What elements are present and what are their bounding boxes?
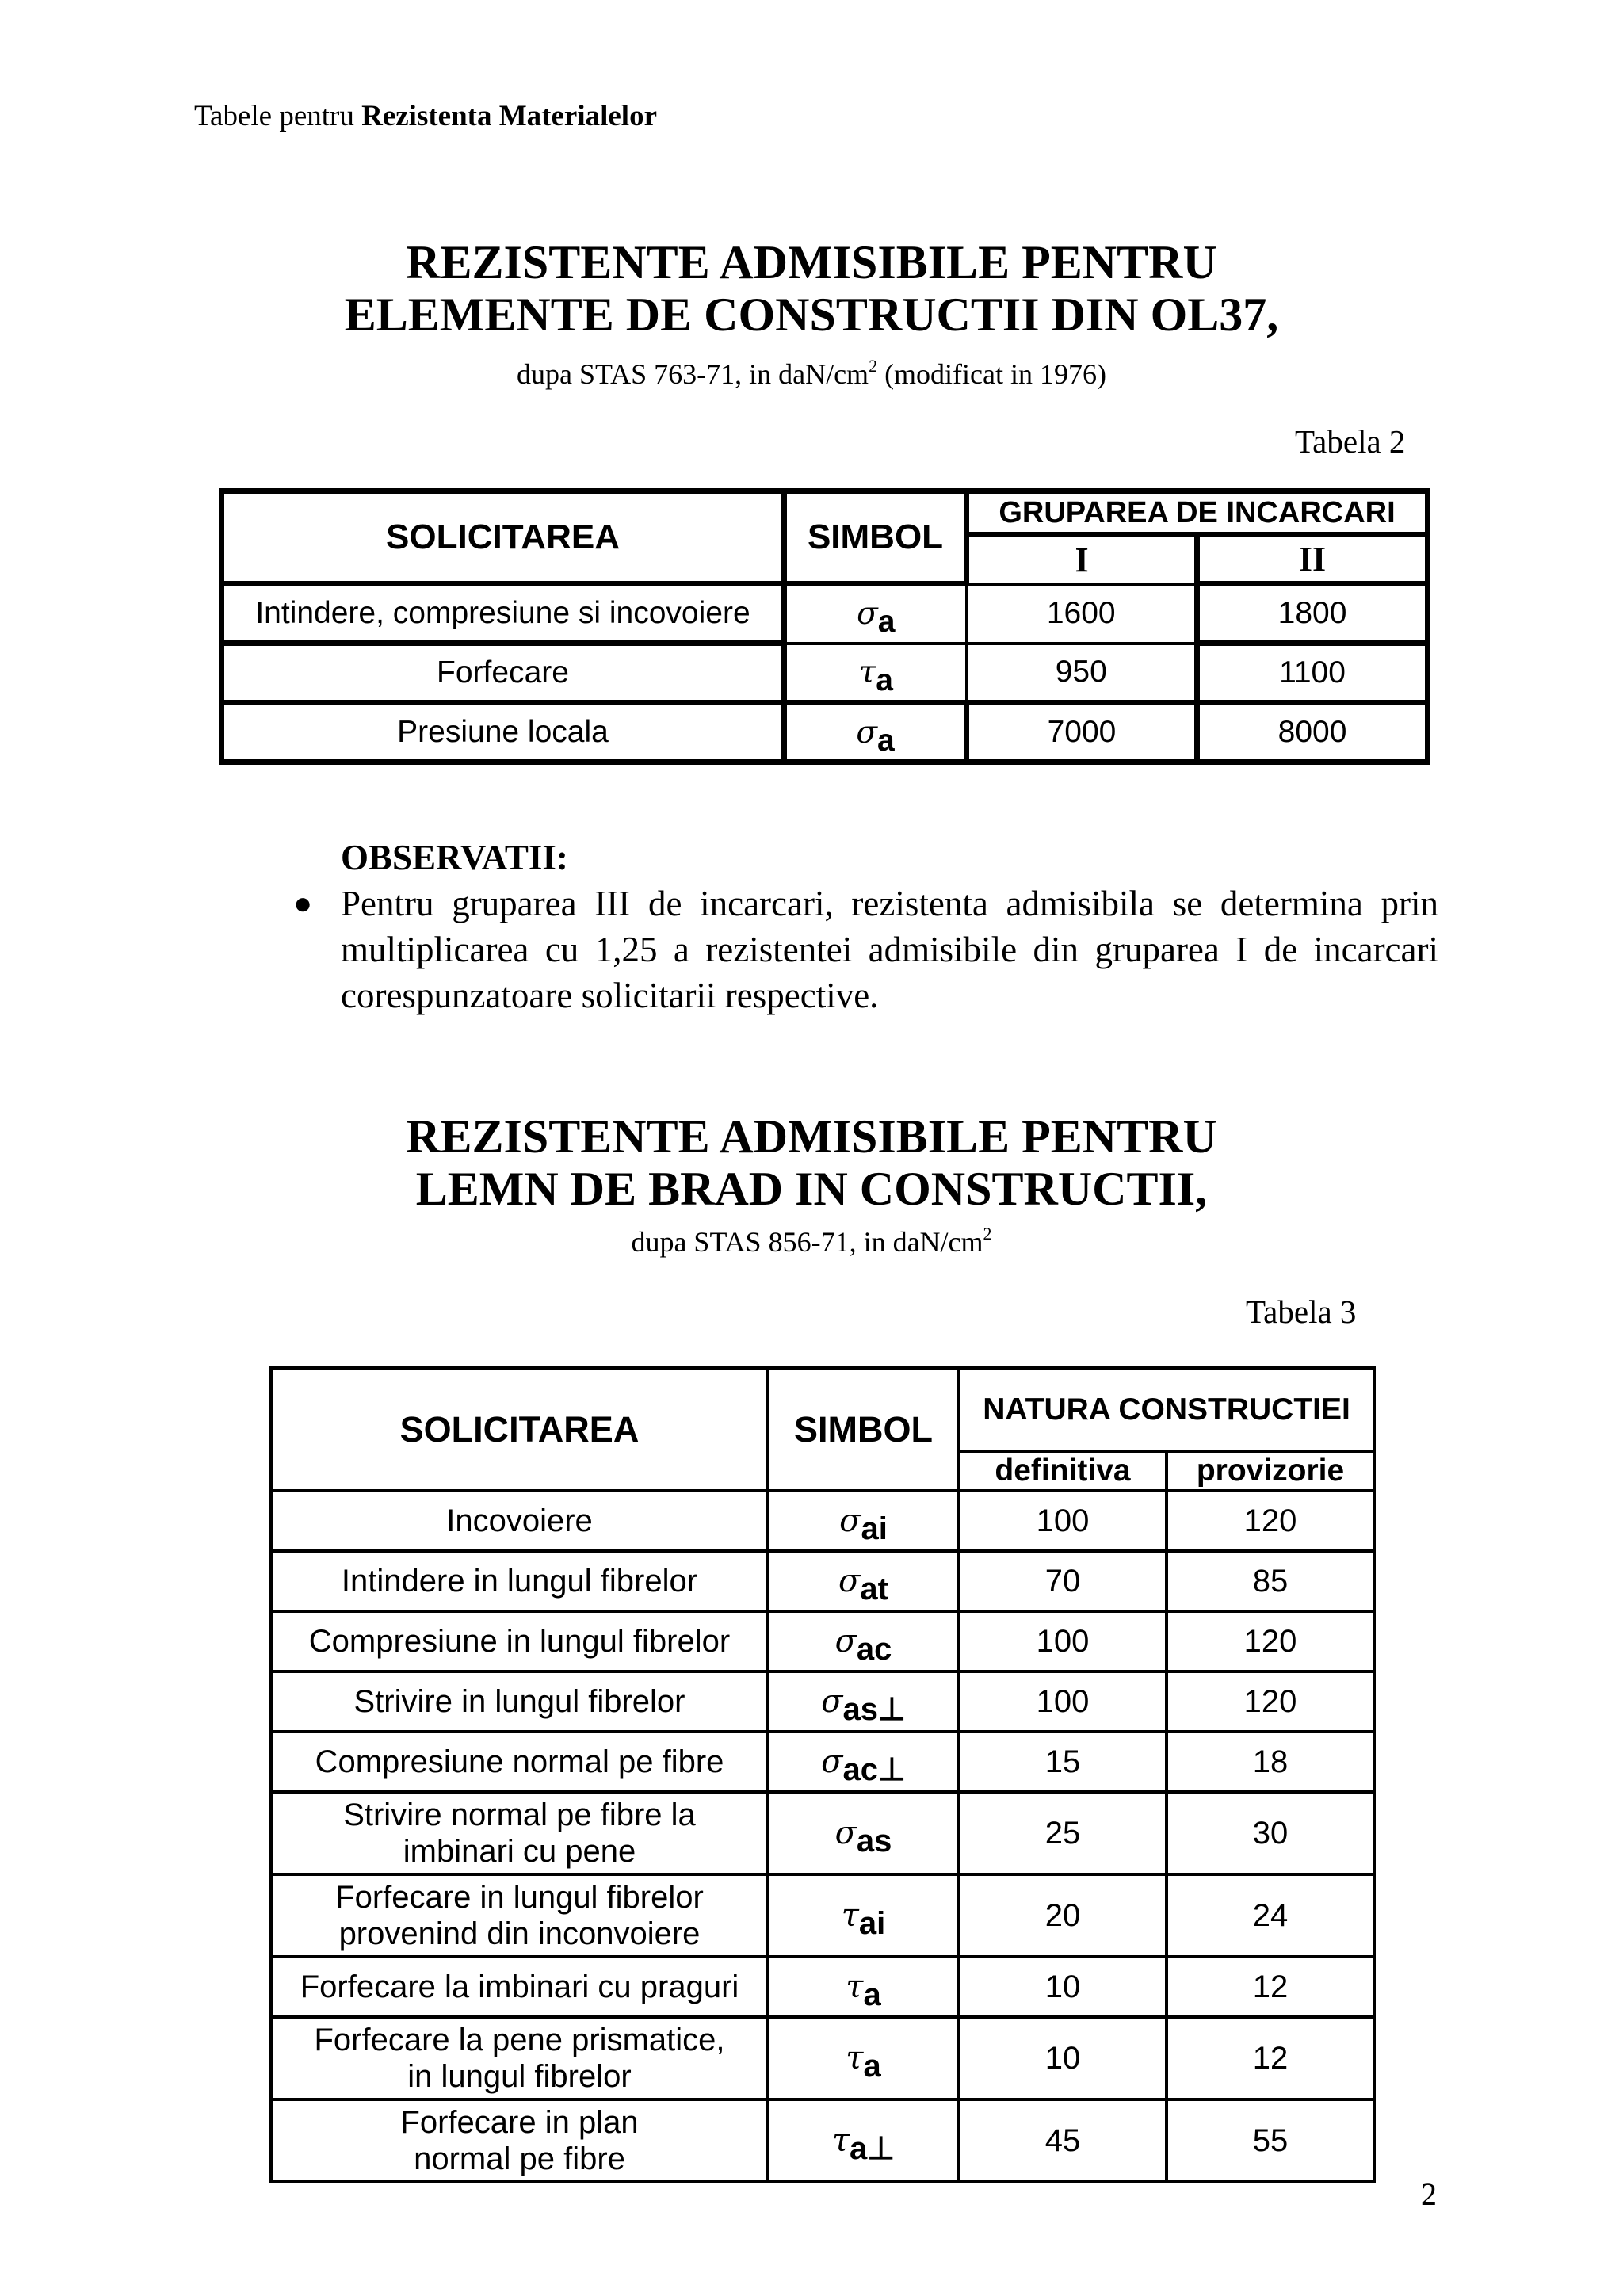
row-value-definitiva: 10 [959, 1957, 1167, 2017]
table-row [271, 1611, 1374, 1671]
tau-symbol: τ [858, 654, 876, 690]
table3-header-solicitarea: SOLICITAREA [271, 1368, 768, 1491]
observations-title: OBSERVATII: [341, 838, 568, 877]
row-label-line1: Strivire normal pe fibre la [343, 1797, 696, 1832]
symbol-subscript: a [863, 1977, 881, 2012]
row-symbol [768, 1874, 959, 1957]
row-value-definitiva: 70 [959, 1551, 1167, 1611]
row-label: Forfecare [222, 644, 785, 703]
table2-header-group: GRUPAREA DE INCARCARI [967, 491, 1428, 535]
table-row [271, 1732, 1374, 1792]
row-value-provizorie: 55 [1167, 2099, 1374, 2182]
sigma-symbol: σ [834, 1623, 857, 1660]
sigma-symbol: σ [838, 1563, 861, 1599]
tau-symbol: τ [831, 2122, 850, 2159]
page-number: 2 [1421, 2176, 1437, 2212]
row-value-definitiva: 25 [959, 1792, 1167, 1874]
row-label-line2: normal pe fibre [414, 2141, 625, 2176]
section2-subtitle [0, 1217, 1623, 1259]
row-label-line2: in lungul fibrelor [407, 2059, 632, 2094]
bullet-icon: ● [293, 885, 313, 921]
table3-subheader-definitiva: definitiva [959, 1451, 1167, 1491]
sigma-symbol: σ [856, 714, 877, 751]
row-value-provizorie: 12 [1167, 2017, 1374, 2099]
row-value-definitiva: 10 [959, 2017, 1167, 2099]
row-label: Strivire in lungul fibrelor [271, 1671, 768, 1732]
row-value-provizorie: 18 [1167, 1732, 1374, 1792]
subtitle-superscript: 2 [869, 356, 878, 376]
table-row [271, 1957, 1374, 2017]
section2-title-line1: REZISTENTE ADMISIBILE PENTRU [406, 1110, 1217, 1163]
row-value-ii: 8000 [1197, 703, 1428, 762]
sigma-symbol: σ [839, 1503, 861, 1539]
row-label [271, 1792, 768, 1874]
subtitle-text-after: (modificat in 1976) [877, 358, 1106, 390]
row-label-line1: Forfecare in plan [400, 2105, 639, 2140]
row-value-i: 950 [967, 644, 1197, 703]
row-label [271, 2099, 768, 2182]
row-symbol [785, 584, 967, 644]
running-header [194, 97, 657, 136]
section1-title-line2: ELEMENTE DE CONSTRUCTII DIN OL37, [344, 288, 1279, 341]
symbol-subscript: as [856, 1824, 892, 1859]
symbol-subscript: a [877, 605, 896, 640]
table-row [222, 584, 1428, 644]
table2-label: Tabela 2 [1295, 423, 1406, 460]
header-bold: Rezistenta Materialelor [361, 100, 658, 132]
subtitle-text: dupa STAS 763-71, in daN/cm [516, 358, 869, 390]
table3-label: Tabela 3 [1246, 1293, 1357, 1330]
row-value-provizorie: 85 [1167, 1551, 1374, 1611]
row-value-definitiva: 15 [959, 1732, 1167, 1792]
row-symbol [768, 1732, 959, 1792]
row-value-ii: 1100 [1197, 644, 1428, 703]
row-value-provizorie: 120 [1167, 1611, 1374, 1671]
row-symbol [768, 1491, 959, 1551]
symbol-subscript: ai [858, 1906, 886, 1941]
symbol-subscript: a [876, 723, 895, 758]
row-label: Forfecare la imbinari cu praguri [271, 1957, 768, 2017]
row-symbol [768, 1792, 959, 1874]
row-symbol [785, 644, 967, 703]
row-symbol [785, 703, 967, 762]
row-value-provizorie: 24 [1167, 1874, 1374, 1957]
row-symbol [768, 1671, 959, 1732]
table-row [222, 644, 1428, 703]
sigma-symbol: σ [821, 1683, 843, 1720]
sigma-symbol: σ [821, 1744, 843, 1780]
table-row [271, 2017, 1374, 2099]
table2 [219, 488, 1430, 765]
table3-subheader-provizorie: provizorie [1167, 1451, 1374, 1491]
row-value-ii: 1800 [1197, 584, 1428, 644]
tau-symbol: τ [846, 1969, 864, 2005]
symbol-subscript: a [863, 2049, 881, 2084]
row-value-provizorie: 120 [1167, 1491, 1374, 1551]
table-row [271, 1671, 1374, 1732]
row-label: Presiune locala [222, 703, 785, 762]
symbol-subscript: a [876, 663, 893, 697]
row-value-definitiva: 20 [959, 1874, 1167, 1957]
symbol-subscript: at [860, 1572, 888, 1606]
table-row [271, 1551, 1374, 1611]
section2-title-line2: LEMN DE BRAD IN CONSTRUCTII, [415, 1163, 1208, 1215]
row-label-line2: provenind din inconvoiere [338, 1916, 701, 1951]
row-symbol [768, 1551, 959, 1611]
table-row [271, 1874, 1374, 1957]
row-label [271, 1874, 768, 1957]
table3-header-simbol: SIMBOL [768, 1368, 959, 1491]
tau-symbol: τ [846, 2040, 864, 2076]
row-label: Compresiune normal pe fibre [271, 1732, 768, 1792]
table2-subheader-i: I [967, 535, 1197, 584]
tau-symbol: τ [841, 1897, 859, 1934]
section1-subtitle [0, 349, 1623, 392]
table-row [271, 1491, 1374, 1551]
row-symbol [768, 2099, 959, 2182]
sigma-symbol: σ [834, 1815, 857, 1851]
table2-header-simbol: SIMBOL [785, 491, 967, 584]
subtitle-superscript: 2 [983, 1224, 992, 1244]
row-value-definitiva: 45 [959, 2099, 1167, 2182]
table-row [271, 1792, 1374, 1874]
symbol-subscript: ac⊥ [842, 1752, 906, 1787]
header-prefix: Tabele pentru [194, 100, 354, 132]
table2-subheader-ii: II [1197, 535, 1428, 584]
row-value-definitiva: 100 [959, 1491, 1167, 1551]
symbol-subscript: as⊥ [842, 1692, 906, 1727]
row-label: Compresiune in lungul fibrelor [271, 1611, 768, 1671]
row-label: Intindere, compresiune si incovoiere [222, 584, 785, 644]
row-value-provizorie: 30 [1167, 1792, 1374, 1874]
observations [293, 835, 1438, 1018]
section1-title-line1: REZISTENTE ADMISIBILE PENTRU [406, 236, 1217, 288]
symbol-subscript: ai [861, 1511, 888, 1546]
table2-header-solicitarea: SOLICITAREA [222, 491, 785, 584]
subtitle-text: dupa STAS 856-71, in daN/cm [631, 1226, 983, 1258]
row-value-definitiva: 100 [959, 1611, 1167, 1671]
row-symbol [768, 1611, 959, 1671]
row-value-i: 1600 [967, 584, 1197, 644]
table3-header-group: NATURA CONSTRUCTIEI [959, 1368, 1374, 1451]
row-label-line1: Forfecare la pene prismatice, [314, 2023, 725, 2057]
row-symbol [768, 2017, 959, 2099]
row-value-i: 7000 [967, 703, 1197, 762]
row-symbol [768, 1957, 959, 2017]
symbol-subscript: a⊥ [850, 2131, 896, 2166]
observation-text: Pentru gruparea III de incarcari, rezistenta admisibila se determina prin multiplicarea cu 1,25 a rezistentei admisibile din gruparea I de incarcari corespunzatoare solicitarii respective. [341, 884, 1438, 1015]
row-value-definitiva: 100 [959, 1671, 1167, 1732]
table-row [222, 703, 1428, 762]
table3 [269, 1366, 1376, 2183]
row-label-line1: Forfecare in lungul fibrelor [335, 1880, 704, 1915]
row-label: Incovoiere [271, 1491, 768, 1551]
sigma-symbol: σ [857, 596, 878, 632]
row-label: Intindere in lungul fibrelor [271, 1551, 768, 1611]
row-value-provizorie: 12 [1167, 1957, 1374, 2017]
symbol-subscript: ac [856, 1632, 892, 1667]
row-value-provizorie: 120 [1167, 1671, 1374, 1732]
row-label-line2: imbinari cu pene [403, 1834, 636, 1869]
table-row [271, 2099, 1374, 2182]
row-label [271, 2017, 768, 2099]
